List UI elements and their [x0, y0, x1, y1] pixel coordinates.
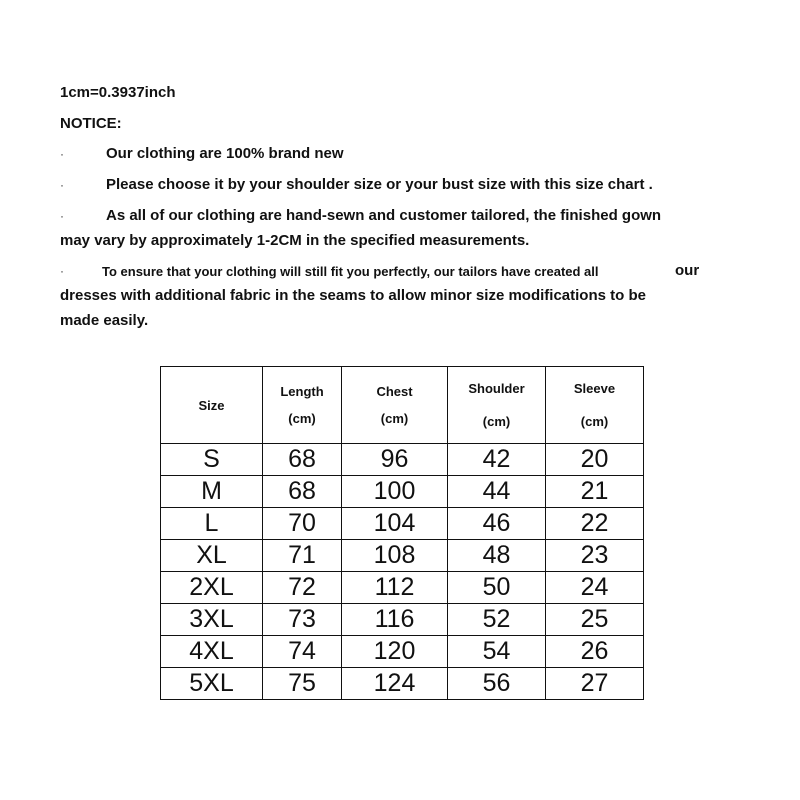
notice-heading: NOTICE: — [60, 115, 122, 132]
cell-shoulder: 50 — [448, 572, 546, 604]
cell-sleeve: 26 — [546, 636, 644, 668]
header-label: Chest — [376, 384, 413, 399]
cell-sleeve: 22 — [546, 508, 644, 540]
cell-sleeve: 21 — [546, 476, 644, 508]
cell-size: 2XL — [161, 572, 263, 604]
cell-sleeve: 24 — [546, 572, 644, 604]
cell-chest: 116 — [342, 604, 448, 636]
header-length — [263, 367, 342, 444]
notice-item-fit-cont: dresses with additional fabric in the seams to allow minor size modifications to be — [60, 287, 646, 304]
cell-length: 72 — [263, 572, 342, 604]
cell-shoulder: 46 — [448, 508, 546, 540]
notice-item-brand-new: Our clothing are 100% brand new — [106, 145, 344, 162]
header-unit: (cm) — [380, 411, 409, 426]
cell-chest: 120 — [342, 636, 448, 668]
cell-chest: 124 — [342, 668, 448, 700]
cell-length: 68 — [263, 476, 342, 508]
table-row — [161, 572, 644, 604]
notice-item-fit-end: made easily. — [60, 312, 149, 329]
cell-chest: 108 — [342, 540, 448, 572]
table-row — [161, 604, 644, 636]
table-header-row — [161, 367, 644, 444]
cell-size: 5XL — [161, 668, 263, 700]
cell-size: M — [161, 476, 263, 508]
cell-size: 3XL — [161, 604, 263, 636]
table-row — [161, 668, 644, 700]
cell-shoulder: 42 — [448, 444, 546, 476]
cell-shoulder: 44 — [448, 476, 546, 508]
cell-sleeve: 25 — [546, 604, 644, 636]
header-size — [161, 367, 263, 444]
cell-chest: 104 — [342, 508, 448, 540]
notice-item-hand-sewn-cont: may vary by approximately 1-2CM in the specified measurements. — [60, 232, 530, 249]
cell-length: 73 — [263, 604, 342, 636]
cell-size: 4XL — [161, 636, 263, 668]
table-row — [161, 476, 644, 508]
cell-shoulder: 54 — [448, 636, 546, 668]
cell-length: 74 — [263, 636, 342, 668]
cell-length: 71 — [263, 540, 342, 572]
cell-length: 75 — [263, 668, 342, 700]
cell-sleeve: 20 — [546, 444, 644, 476]
cell-size: L — [161, 508, 263, 540]
cell-shoulder: 56 — [448, 668, 546, 700]
cell-shoulder: 48 — [448, 540, 546, 572]
header-label: Length — [280, 384, 324, 399]
notice-item-fit: To ensure that your clothing will still fit you perfectly, our tailors have created all — [102, 264, 599, 279]
bullet-dot: · — [60, 264, 64, 278]
header-label: Shoulder — [468, 381, 525, 396]
header-unit: (cm) — [482, 414, 511, 429]
header-sleeve — [546, 367, 644, 444]
header-label: Sleeve — [573, 381, 616, 396]
size-chart-table — [160, 366, 644, 700]
cell-length: 70 — [263, 508, 342, 540]
bullet-dot: · — [60, 209, 64, 223]
header-label: Size — [198, 397, 225, 413]
cell-chest: 100 — [342, 476, 448, 508]
cell-size: S — [161, 444, 263, 476]
table-row — [161, 444, 644, 476]
header-chest — [342, 367, 448, 444]
notice-item-choose-size: Please choose it by your shoulder size or your bust size with this size chart . — [106, 176, 653, 193]
cell-size: XL — [161, 540, 263, 572]
table-row — [161, 540, 644, 572]
unit-conversion-note: 1cm=0.3937inch — [60, 84, 176, 101]
notice-item-fit-our: our — [675, 262, 700, 279]
cell-chest: 96 — [342, 444, 448, 476]
table-row — [161, 508, 644, 540]
cell-sleeve: 27 — [546, 668, 644, 700]
cell-chest: 112 — [342, 572, 448, 604]
cell-sleeve: 23 — [546, 540, 644, 572]
cell-length: 68 — [263, 444, 342, 476]
bullet-dot: · — [60, 147, 64, 161]
notice-item-hand-sewn: As all of our clothing are hand-sewn and customer tailored, the finished gown — [106, 207, 662, 224]
header-unit: (cm) — [288, 411, 316, 426]
header-shoulder — [448, 367, 546, 444]
bullet-dot: · — [60, 178, 64, 192]
cell-shoulder: 52 — [448, 604, 546, 636]
header-unit: (cm) — [580, 414, 609, 429]
table-row — [161, 636, 644, 668]
